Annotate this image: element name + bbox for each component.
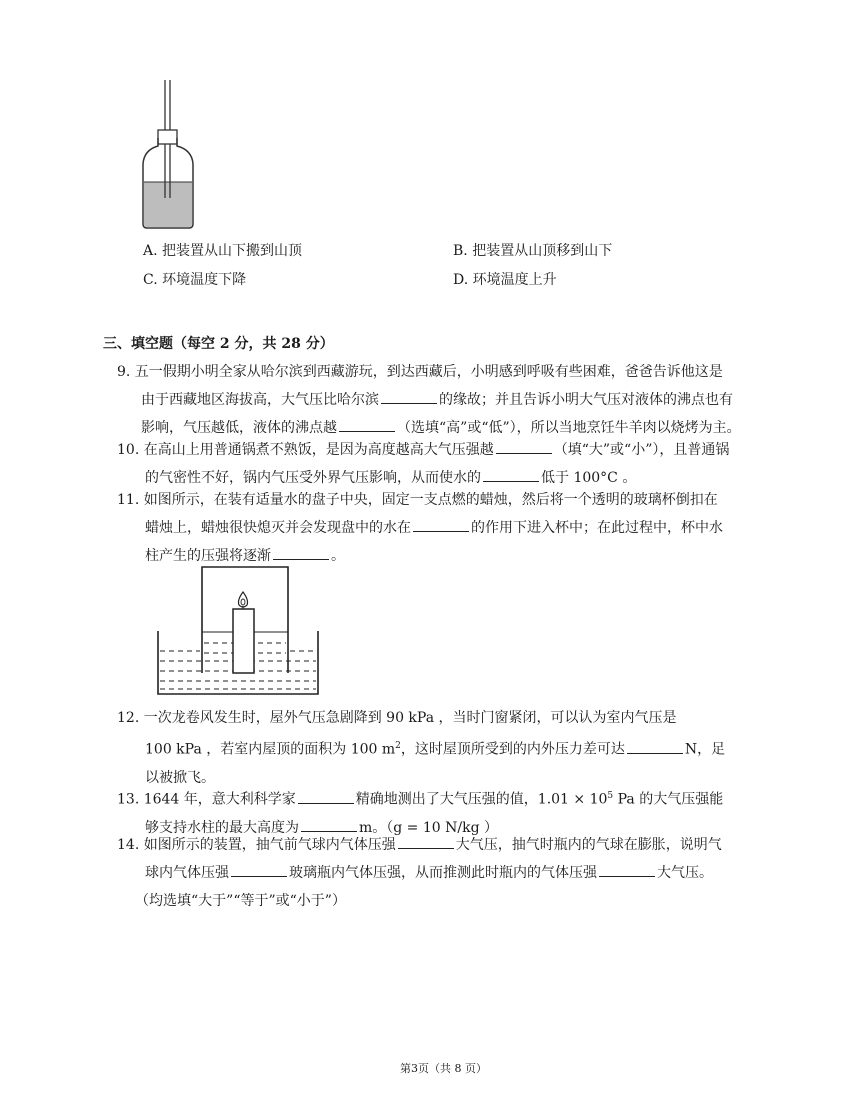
q11-line1: 11. 如图所示，在装有适量水的盘子中央，固定一支点燃的蜡烛，然后将一个透明的玻璃杯倒扣在	[117, 492, 718, 508]
candle-figure	[155, 563, 321, 697]
option-d: D. 环境温度上升	[453, 272, 557, 288]
q11-line3a: 柱产生的压强将逐渐	[145, 548, 271, 564]
answer-blank[interactable]	[301, 817, 357, 832]
q12-line1: 12. 一次龙卷风发生时，屋外气压急剧降到 90 kPa ，当时门窗紧闭，可以认为室内气压是	[117, 710, 677, 726]
bottle-figure	[138, 78, 198, 233]
answer-blank[interactable]	[339, 417, 395, 432]
q9-line2b: 的缘故；并且告诉小明大气压对液体的沸点也有	[439, 392, 733, 408]
q14-line2b: 玻璃瓶内气体压强，从而推测此时瓶内的气体压强	[289, 865, 597, 881]
answer-blank[interactable]	[413, 517, 469, 532]
q14-line2a: 球内气体压强	[145, 865, 229, 881]
q14-line1b: 大气压，抽气时瓶内的气球在膨胀，说明气	[455, 837, 722, 853]
q9-line1: 9. 五一假期小明全家从哈尔滨到西藏游玩，到达西藏后，小明感到呼吸有些困难，爸爸告诉他这是	[117, 364, 723, 380]
option-a: A. 把装置从山下搬到山顶	[143, 243, 303, 259]
q13-line2b: m。（g = 10 N/kg ）	[359, 819, 498, 836]
q14-line2c: 大气压。	[657, 865, 713, 881]
q12-line2c: N，足	[684, 741, 726, 758]
q10-line1b: （填“大”或“小”），且普通锅	[553, 442, 730, 458]
question-9	[117, 358, 767, 442]
answer-blank[interactable]	[398, 834, 454, 849]
q12-line2b: ，这时屋顶所受到的内外压力差可达	[400, 741, 625, 758]
question-10	[117, 436, 767, 492]
q10-line2a: 的气密性不好，锅内气压受外界气压影响，从而使水的	[145, 470, 481, 486]
q10-line1a: 10. 在高山上用普通锅煮不熟饭，是因为高度越高大气压强越	[117, 442, 494, 458]
answer-blank[interactable]	[231, 862, 287, 877]
q13-line1b: 精确地测出了大气压强的值，1.01 × 10	[355, 791, 608, 808]
answer-blank[interactable]	[627, 739, 683, 754]
answer-blank[interactable]	[381, 389, 437, 404]
q11-line2a: 蜡烛上，蜡烛很快熄灭并会发现盘中的水在	[145, 520, 411, 536]
q9-line2a: 由于西藏地区海拔高，大气压比哈尔滨	[141, 392, 379, 408]
q11-line2b: 的作用下进入杯中；在此过程中，杯中水	[471, 520, 723, 536]
question-11	[117, 486, 767, 570]
answer-blank[interactable]	[273, 545, 329, 560]
answer-blank[interactable]	[599, 862, 655, 877]
option-c: C. 环境温度下降	[143, 272, 247, 288]
q10-line2b: 低于 100°C 。	[541, 470, 637, 486]
section-title: 三、填空题（每空 2 分，共 28 分）	[103, 336, 334, 352]
q14-line1a: 14. 如图所示的装置，抽气前气球内气体压强	[117, 837, 396, 853]
answer-blank[interactable]	[496, 439, 552, 454]
q13-exponent: 5	[607, 791, 614, 801]
question-14	[117, 831, 767, 915]
q12-line3: 以被掀飞。	[145, 769, 215, 786]
option-b: B. 把装置从山顶移到山下	[453, 243, 613, 259]
q13-line1c: Pa 的大气压强能	[613, 791, 724, 808]
q11-line3b: 。	[331, 548, 345, 564]
q13-line2a: 够支持水柱的最大高度为	[145, 819, 299, 836]
q9-line3a: 影响，气压越低，液体的沸点越	[141, 420, 337, 436]
q9-line3b: （选填“高”或“低”），所以当地烹饪牛羊肉以烧烤为主。	[397, 420, 741, 436]
q14-line3: （均选填“大于”“等于”或“小于”）	[135, 893, 346, 909]
answer-blank[interactable]	[298, 789, 354, 804]
page-footer: 第3页（共 8 页）	[400, 1062, 487, 1075]
q12-exponent: 2	[395, 741, 401, 751]
answer-blank[interactable]	[483, 467, 539, 482]
question-12	[117, 704, 767, 792]
q13-line1a: 13. 1644 年，意大利科学家	[117, 791, 296, 808]
q12-line2a: 100 kPa ，若室内屋顶的面积为 100 m	[145, 741, 396, 758]
